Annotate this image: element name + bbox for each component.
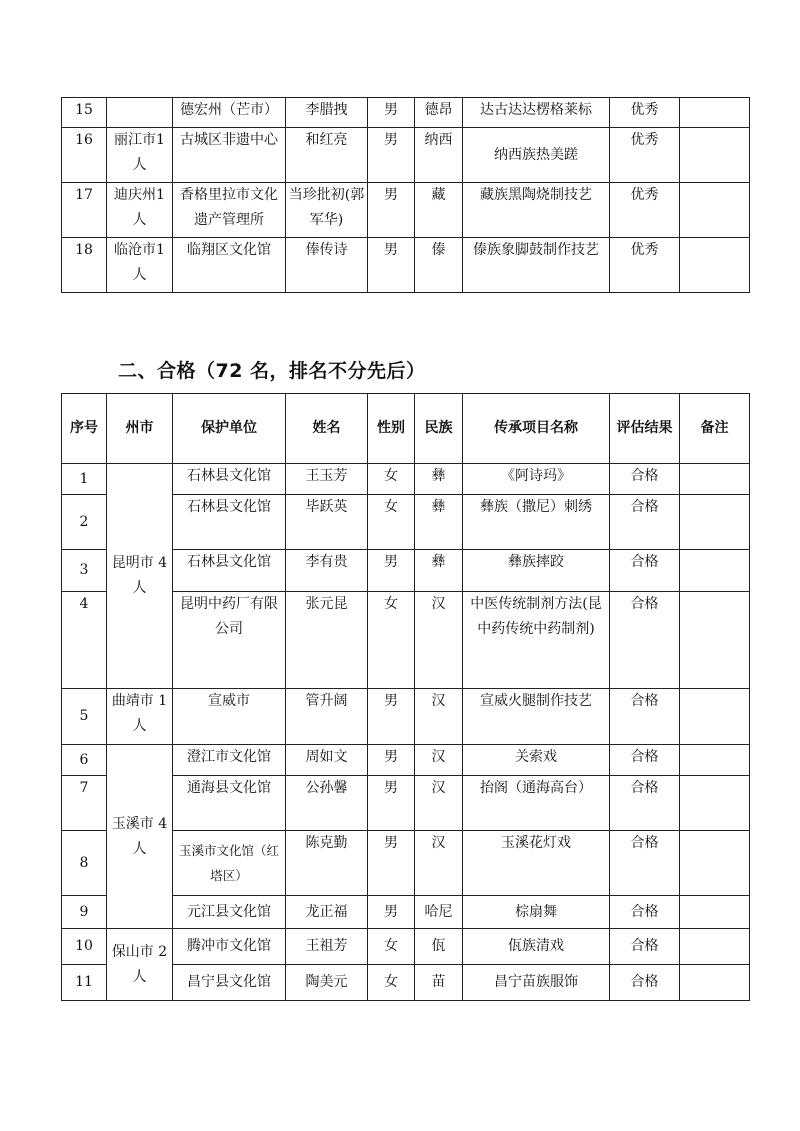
row-number: 6	[62, 745, 107, 776]
result-cell: 合格	[610, 550, 680, 592]
city-cell: 玉溪市 4人	[107, 745, 173, 929]
unit-cell: 德宏州（芒市）	[173, 98, 286, 128]
row-number: 8	[62, 831, 107, 896]
gender-cell: 男	[368, 689, 415, 745]
city-cell	[107, 98, 173, 128]
ethnic-cell: 德昂	[415, 98, 463, 128]
header-note: 备注	[680, 394, 750, 464]
note-cell	[680, 550, 750, 592]
result-cell: 合格	[610, 592, 680, 689]
row-number: 4	[62, 592, 107, 689]
section-title: 二、合格（72 名，排名不分先后）	[118, 360, 426, 382]
city-cell: 临沧市1人	[107, 238, 173, 293]
unit-cell: 腾冲市文化馆	[173, 929, 286, 965]
table-row	[62, 689, 750, 745]
ethnic-cell: 纳西	[415, 128, 463, 183]
result-cell: 合格	[610, 831, 680, 896]
note-cell	[680, 689, 750, 745]
name-cell: 毕跃英	[286, 495, 368, 550]
project-cell: 纳西族热美蹉	[463, 128, 610, 183]
row-number: 5	[62, 689, 107, 745]
unit-cell: 通海县文化馆	[173, 776, 286, 831]
project-cell: 佤族清戏	[463, 929, 610, 965]
header-city: 州市	[107, 394, 173, 464]
name-cell: 李腊拽	[286, 98, 368, 128]
name-cell: 陶美元	[286, 965, 368, 1001]
project-cell: 中医传统制剂方法(昆中药传统中药制剂)	[463, 592, 610, 689]
note-cell	[680, 464, 750, 495]
row-number: 11	[62, 965, 107, 1001]
ethnic-cell: 苗	[415, 965, 463, 1001]
name-cell: 俸传诗	[286, 238, 368, 293]
name-cell: 管升阔	[286, 689, 368, 745]
table-row	[62, 464, 750, 495]
city-cell: 保山市 2人	[107, 929, 173, 1001]
name-cell: 张元昆	[286, 592, 368, 689]
unit-cell: 昌宁县文化馆	[173, 965, 286, 1001]
header-gender: 性别	[368, 394, 415, 464]
city-cell: 丽江市1人	[107, 128, 173, 183]
name-cell: 和红亮	[286, 128, 368, 183]
row-number: 9	[62, 896, 107, 929]
result-cell: 优秀	[610, 128, 680, 183]
note-cell	[680, 896, 750, 929]
header-result: 评估结果	[610, 394, 680, 464]
project-cell: 彝族摔跤	[463, 550, 610, 592]
result-cell: 优秀	[610, 98, 680, 128]
city-cell: 曲靖市 1人	[107, 689, 173, 745]
row-number: 16	[62, 128, 107, 183]
project-cell: 《阿诗玛》	[463, 464, 610, 495]
gender-cell: 男	[368, 776, 415, 831]
unit-cell: 昆明中药厂有限公司	[173, 592, 286, 689]
header-ethnic: 民族	[415, 394, 463, 464]
gender-cell: 男	[368, 128, 415, 183]
result-cell: 合格	[610, 745, 680, 776]
qualified-table	[61, 393, 750, 1001]
name-cell: 王玉芳	[286, 464, 368, 495]
row-number: 10	[62, 929, 107, 965]
unit-cell: 石林县文化馆	[173, 550, 286, 592]
row-number: 15	[62, 98, 107, 128]
gender-cell: 男	[368, 831, 415, 896]
city-cell: 昆明市 4人	[107, 464, 173, 689]
unit-cell: 石林县文化馆	[173, 464, 286, 495]
row-number: 3	[62, 550, 107, 592]
project-cell: 达古达达楞格莱标	[463, 98, 610, 128]
project-cell: 玉溪花灯戏	[463, 831, 610, 896]
project-cell: 宣威火腿制作技艺	[463, 689, 610, 745]
result-cell: 合格	[610, 776, 680, 831]
note-cell	[680, 238, 750, 293]
header-unit: 保护单位	[173, 394, 286, 464]
note-cell	[680, 183, 750, 238]
gender-cell: 男	[368, 98, 415, 128]
header-name: 姓名	[286, 394, 368, 464]
note-cell	[680, 128, 750, 183]
note-cell	[680, 929, 750, 965]
table-row	[62, 929, 750, 965]
note-cell	[680, 495, 750, 550]
result-cell: 合格	[610, 689, 680, 745]
unit-cell: 香格里拉市文化遗产管理所	[173, 183, 286, 238]
ethnic-cell: 傣	[415, 238, 463, 293]
unit-cell: 宣威市	[173, 689, 286, 745]
table-row	[62, 238, 750, 293]
note-cell	[680, 776, 750, 831]
unit-cell: 临翔区文化馆	[173, 238, 286, 293]
ethnic-cell: 藏	[415, 183, 463, 238]
gender-cell: 男	[368, 550, 415, 592]
note-cell	[680, 592, 750, 689]
note-cell	[680, 965, 750, 1001]
name-cell: 公孙馨	[286, 776, 368, 831]
ethnic-cell: 彝	[415, 550, 463, 592]
ethnic-cell: 哈尼	[415, 896, 463, 929]
name-cell: 陈克勤	[286, 831, 368, 896]
result-cell: 合格	[610, 965, 680, 1001]
gender-cell: 男	[368, 183, 415, 238]
project-cell: 关索戏	[463, 745, 610, 776]
project-cell: 傣族象脚鼓制作技艺	[463, 238, 610, 293]
row-number: 18	[62, 238, 107, 293]
ethnic-cell: 汉	[415, 745, 463, 776]
city-cell: 迪庆州1人	[107, 183, 173, 238]
gender-cell: 男	[368, 896, 415, 929]
ethnic-cell: 汉	[415, 776, 463, 831]
gender-cell: 男	[368, 238, 415, 293]
gender-cell: 女	[368, 464, 415, 495]
unit-cell: 古城区非遗中心	[173, 128, 286, 183]
project-cell: 棕扇舞	[463, 896, 610, 929]
result-cell: 优秀	[610, 183, 680, 238]
result-cell: 优秀	[610, 238, 680, 293]
ethnic-cell: 佤	[415, 929, 463, 965]
unit-cell: 元江县文化馆	[173, 896, 286, 929]
unit-cell: 玉溪市文化馆（红塔区）	[173, 831, 286, 896]
unit-cell: 石林县文化馆	[173, 495, 286, 550]
unit-cell: 澄江市文化馆	[173, 745, 286, 776]
ethnic-cell: 汉	[415, 689, 463, 745]
name-cell: 李有贵	[286, 550, 368, 592]
gender-cell: 女	[368, 965, 415, 1001]
result-cell: 合格	[610, 495, 680, 550]
project-cell: 彝族（撒尼）刺绣	[463, 495, 610, 550]
project-cell: 藏族黑陶烧制技艺	[463, 183, 610, 238]
ethnic-cell: 彝	[415, 464, 463, 495]
note-cell	[680, 98, 750, 128]
table-row	[62, 183, 750, 238]
header-row	[62, 394, 750, 464]
result-cell: 合格	[610, 464, 680, 495]
project-cell: 昌宁苗族服饰	[463, 965, 610, 1001]
ethnic-cell: 汉	[415, 592, 463, 689]
table-row	[62, 745, 750, 776]
table-row	[62, 98, 750, 128]
name-cell: 龙正福	[286, 896, 368, 929]
note-cell	[680, 831, 750, 896]
gender-cell: 男	[368, 745, 415, 776]
ethnic-cell: 汉	[415, 831, 463, 896]
result-cell: 合格	[610, 929, 680, 965]
name-cell: 周如文	[286, 745, 368, 776]
project-cell: 抬阁（通海高台）	[463, 776, 610, 831]
note-cell	[680, 745, 750, 776]
row-number: 7	[62, 776, 107, 831]
name-cell: 当珍批初(郭军华)	[286, 183, 368, 238]
gender-cell: 女	[368, 929, 415, 965]
table-row	[62, 128, 750, 183]
row-number: 17	[62, 183, 107, 238]
name-cell: 王祖芳	[286, 929, 368, 965]
row-number: 2	[62, 495, 107, 550]
gender-cell: 女	[368, 592, 415, 689]
gender-cell: 女	[368, 495, 415, 550]
excellent-table-continued	[61, 97, 750, 293]
result-cell: 合格	[610, 896, 680, 929]
ethnic-cell: 彝	[415, 495, 463, 550]
header-project: 传承项目名称	[463, 394, 610, 464]
header-no: 序号	[62, 394, 107, 464]
row-number: 1	[62, 464, 107, 495]
